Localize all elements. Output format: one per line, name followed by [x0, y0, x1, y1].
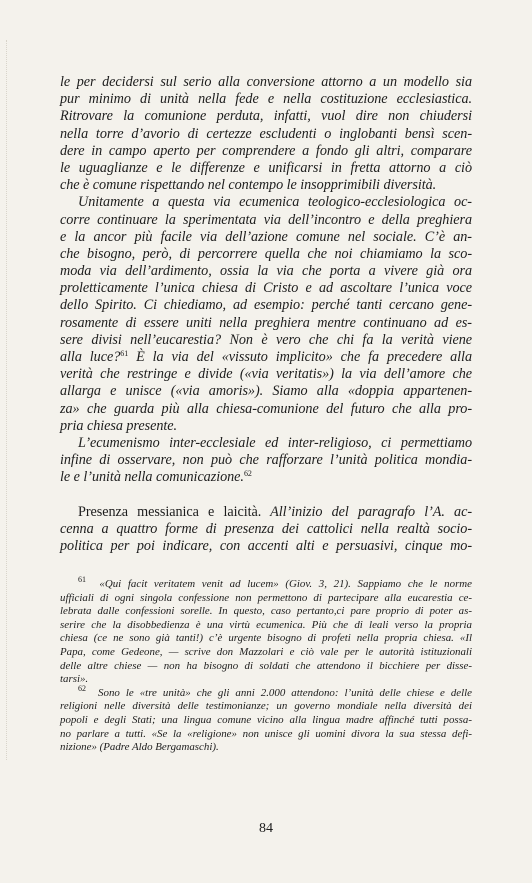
footnote-number: 61 — [78, 575, 86, 584]
section-gap — [60, 487, 472, 504]
text-line: proletticamente l’unica chiesa di Cristo e ad ascoltare l’unica voce — [60, 280, 472, 297]
footnote-62-line: religioni nelle diversità delle testimonianze; un governo mondiale nella diversità dei — [60, 700, 472, 713]
main-text — [60, 74, 472, 555]
text-line: L’ecumenismo inter-ecclesiale ed inter-religioso, ci permettiamo — [78, 434, 472, 451]
text-line — [60, 469, 472, 486]
footnote-number: 62 — [78, 683, 86, 693]
text-line: dello Spirito. Ci chiediamo, ad esempio: perché tanti cercano gene- — [60, 297, 472, 314]
text-line: sere divisi nell’eucarestia? Non è vero che chi fa la verità viene — [60, 331, 472, 348]
page-number: 84 — [259, 821, 273, 836]
footnote-61-line: lebrata dalle confessioni sorelle. In questo, caso pertanto,ci pare proprio di poter as- — [60, 605, 472, 618]
text-line: che bisogno, però, di percorrere quella che noi chiamiamo la sco- — [60, 245, 472, 262]
text-line: dere in campo aperto per comprendere a fondo gli altri, comparare — [60, 142, 472, 159]
footnote-61-line: tarsi». — [60, 673, 89, 686]
text-segment: È la via del «vissuto implicito» che fa precedere alla — [128, 349, 472, 365]
text-line: verità che restringe e divide («via veritatis») la via dell’amore che — [60, 366, 472, 383]
text-line: pria chiesa presente. — [60, 417, 178, 434]
text-line: che è comune rispettando nel contempo le insopprimibili diversità. — [60, 177, 437, 194]
text-line: Ritrovare la comunione perduta, infatti, vuol dire non chiudersi — [60, 108, 472, 125]
text-line: Unitamente a questa via ecumenica teologico-ecclesiologica oc- — [78, 194, 472, 211]
footnotes — [60, 575, 473, 755]
text-line: moda via dell’ardimento, ossia la via che porta a vivere già ora — [60, 263, 472, 280]
footnote-text: «Qui facit veritatem venit ad lucem» (Giov. 3, 21). Sappiamo che le norme — [99, 578, 473, 590]
footnote-62-line: nizione» (Padre Aldo Bergamaschi). — [60, 741, 219, 754]
footnote-ref-62[interactable]: 62 — [243, 469, 252, 479]
footnote-62-line — [60, 683, 472, 701]
margin-rule — [6, 40, 8, 760]
text-line: pur minimo di unità nella fede e nella costituzione ecclesiastica. — [60, 91, 472, 108]
text-line: nella torre d’avorio di certezze escludenti o inglobanti bensì scen- — [60, 125, 472, 142]
text-line: cenna a quattro forme di presenza dei cattolici nella realtà socio- — [60, 520, 472, 537]
text-line: infine di osservare, non può che rafforzare l’unità politica mondia- — [60, 452, 472, 469]
text-line: le per decidersi sul serio alla conversione attorno a un modello sia — [60, 74, 472, 90]
text-line: politica per poi indicare, con accenti alti e persuasivi, cinque mo- — [60, 537, 472, 554]
footnote-62-line: no parlare a tutti. «Se la «religione» non unisce gli uomini divora la sua stessa defi- — [60, 727, 472, 740]
footnote-ref-61[interactable]: 61 — [120, 349, 129, 358]
text-line — [60, 504, 472, 521]
text-line: le uguaglianze e le differenze e unificarsi in fretta attorno a ciò — [60, 159, 472, 176]
footnote-61-line: ufficiali di ogni singola confessione non permettono di partecipare alla eucarestia ce- — [60, 591, 472, 604]
footnote-61-line: serire che la disobbedienza è una virtù ecumenica. Più che di leali verso la propria — [60, 618, 472, 631]
footnote-62-line: popoli e degli Stati; una lingua comune vicino alla lingua madre affinché tutti possa- — [60, 713, 472, 726]
text-segment: le e l’unità nella comunicazione. — [60, 469, 244, 486]
text-line: e la ancor più facile via dell’azione comune nel sociale. C’è an- — [60, 228, 472, 245]
text-line: allarga e unisce («via amoris»). Siamo alla «doppia appartenen- — [60, 383, 472, 400]
section-heading: Presenza messianica e laicità. — [78, 503, 262, 520]
text-segment: All’inizio del paragrafo l’A. ac- — [261, 503, 472, 520]
footnote-text: Sono le «tre unità» che gli anni 2.000 attendono: l’unità delle chiese e delle — [98, 686, 472, 699]
footnote-61-line: delle altre chiese — non ha bisogno di soldati che attendono il bicchiere per disse- — [60, 659, 472, 672]
text-line: rosamente di essere uniti nella preghiera mentre continuano ad es- — [60, 314, 472, 331]
text-line — [60, 349, 472, 366]
footnote-61-line: chiesa (ce ne sono già tanti!) c’è urgente bisogno di profeti nella propria chiesa. «Il — [60, 632, 472, 645]
footnote-61-line — [60, 575, 473, 592]
text-segment: alla luce? — [60, 349, 121, 365]
footnote-61-line: Papa, come Gedeone, — scrive don Mazzolari e ciò vale per le autorità istituzionali — [60, 645, 472, 658]
text-line: za» che guarda più alla chiesa-comunione del futuro che alla pro- — [60, 400, 472, 417]
text-line: corre continuare la sperimentata via dell’incontro e della preghiera — [60, 211, 472, 228]
